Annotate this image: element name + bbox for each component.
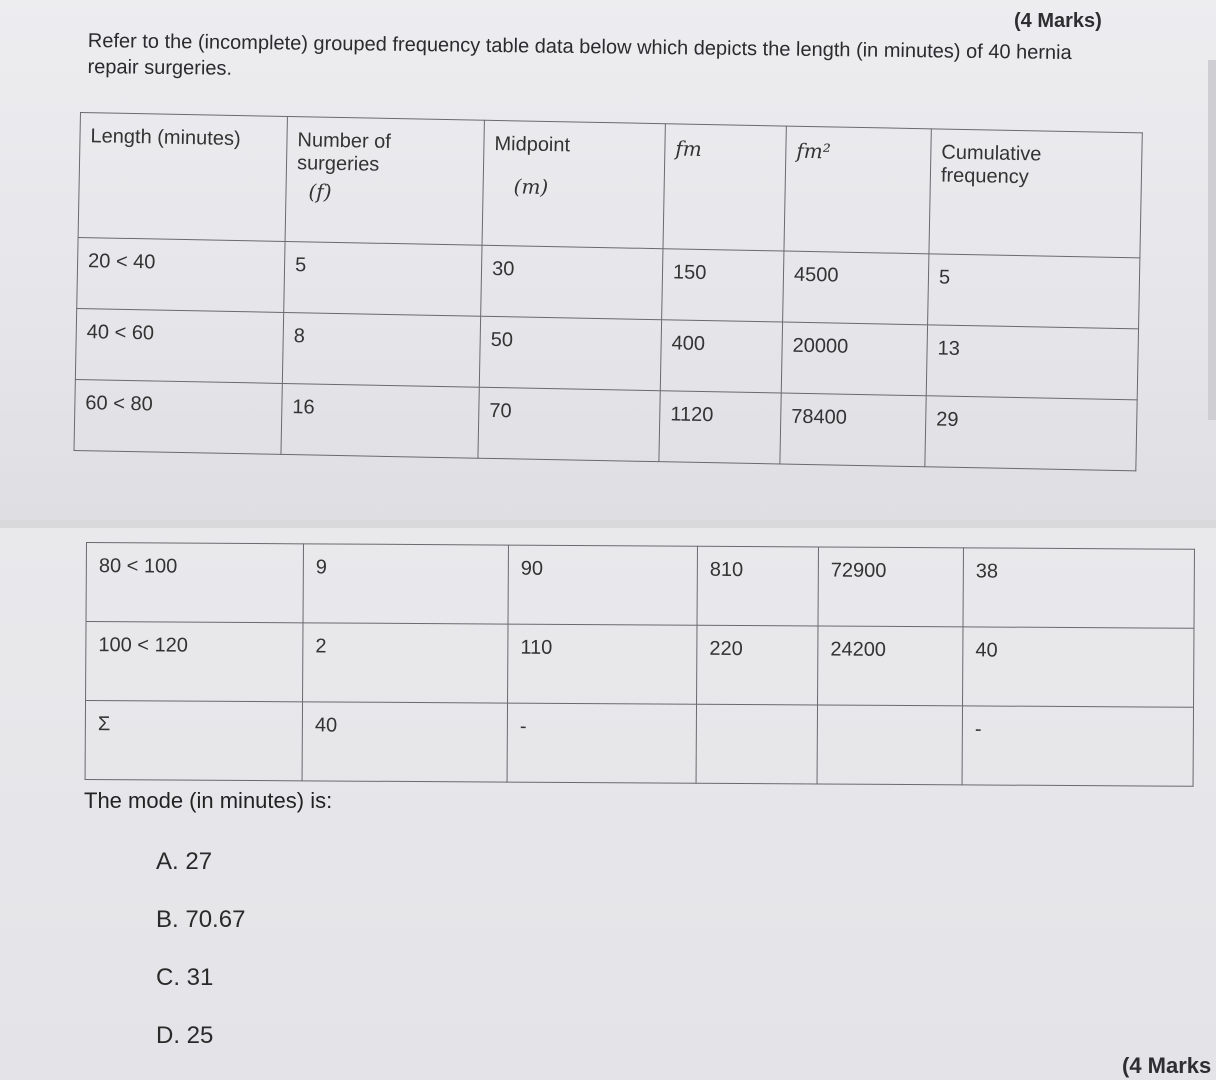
table-row: 60 < 80 16 70 1120 78400 29 — [74, 379, 1137, 470]
header-midpoint: Midpoint (m) — [482, 120, 665, 248]
table-header-row — [78, 113, 1142, 258]
option-c[interactable]: C. 31 — [156, 964, 214, 991]
question-text: The mode (in minutes) is: — [84, 788, 333, 813]
option-d[interactable]: D. 25 — [156, 1022, 214, 1049]
table-sum-row: Σ 40 - - — [85, 701, 1193, 787]
shadow — [1208, 60, 1216, 420]
frequency-table-bottom — [85, 542, 1195, 787]
table-row: 40 < 60 8 50 400 20000 13 — [75, 308, 1138, 399]
header-fm2: fm² — [784, 126, 931, 254]
frequency-table-top — [73, 112, 1142, 471]
table-row: 20 < 40 5 30 150 4500 5 — [77, 237, 1140, 328]
marks-label: (4 Marks) — [1014, 10, 1102, 32]
answer-options — [156, 848, 245, 1080]
header-fm: fm — [663, 124, 786, 251]
header-cumulative: Cumulative frequency — [929, 129, 1142, 258]
header-length: Length (minutes) — [78, 113, 287, 242]
header-frequency: Number of surgeries (f) — [285, 116, 484, 245]
table-row: 80 < 100 9 90 810 72900 38 — [86, 543, 1194, 629]
marks-label-bottom: (4 Marks — [1122, 1053, 1212, 1078]
intro-text: Refer to the (incomplete) grouped frequency table data below which depicts the length (in minutes) of 40 hernia repair surgeries. — [87, 29, 1072, 80]
table-row: 100 < 120 2 110 220 24200 40 — [86, 622, 1194, 708]
option-b[interactable]: B. 70.67 — [156, 906, 246, 933]
option-a[interactable]: A. 27 — [156, 848, 213, 875]
